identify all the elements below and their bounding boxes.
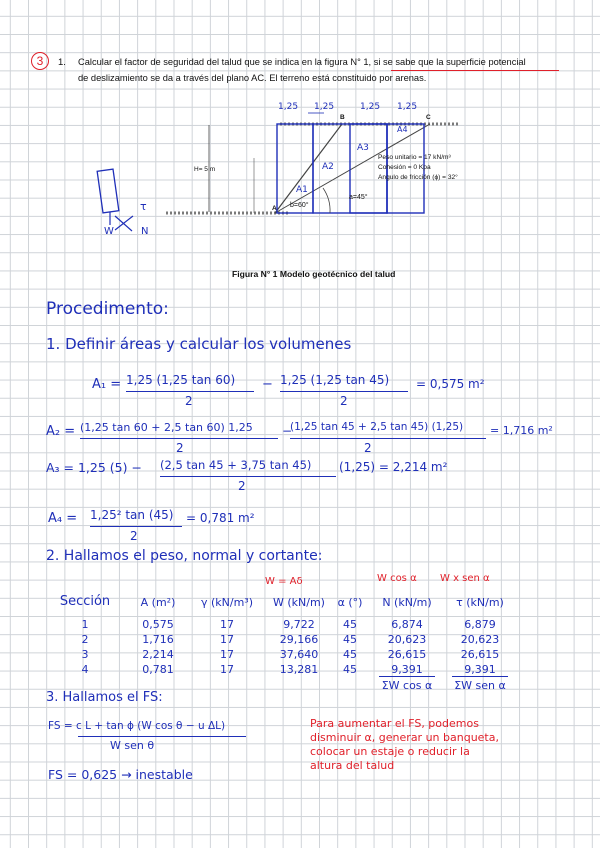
prop-friction: Angulo de fricción (ϕ) = 32° [378, 174, 458, 181]
header-normal: N (kN/m) [382, 596, 432, 609]
fs-denominator: W sen θ [110, 739, 155, 752]
row-1-shear: 6,879 [464, 618, 496, 631]
row-1-seccion: 1 [81, 618, 89, 631]
row-3-seccion: 3 [81, 648, 89, 661]
note-line-3: colocar un estaje o reducir la [310, 745, 470, 758]
a1-result: = 0,575 m² [416, 377, 485, 391]
area-4: A4 [397, 125, 408, 134]
row-2-seccion: 2 [81, 633, 89, 646]
height-label: H= 5 m [194, 166, 216, 173]
a3-num: (2,5 tan 45 + 3,75 tan 45) [160, 458, 312, 472]
a2-bar-1 [80, 438, 278, 439]
note-line-2: disminuir α, generar un banqueta, [310, 731, 499, 744]
a1-minus: − [262, 377, 273, 392]
header-gamma: γ (kN/m³) [200, 596, 254, 609]
prop-cohesion: Cohesión = 0 Kpa [378, 164, 431, 171]
width-2: 1,25 [314, 102, 335, 112]
sum-normal: ΣW cos α [381, 679, 433, 692]
area-1: A1 [296, 185, 308, 195]
row-3-normal: 26,615 [387, 648, 427, 661]
note-line-4: altura del talud [310, 759, 395, 772]
problem-item: 1. [58, 57, 66, 68]
a1-lhs: A₁ = [92, 377, 122, 392]
header-area: A (m²) [140, 596, 176, 609]
row-1-normal: 6,874 [391, 618, 423, 631]
problem-line-1: Calcular el factor de seguridad del talud que se indica en la figura N° 1, si se sabe que la superficie potencial [78, 57, 526, 67]
row-4-normal: 9,391 [391, 663, 423, 676]
a2-result: = 1,716 m² [490, 424, 553, 437]
block-sketch [97, 169, 119, 213]
a2-den-2: 2 [364, 441, 372, 455]
step-3: 3. Hallamos el FS: [46, 690, 163, 705]
row-1-area: 0,575 [142, 618, 174, 631]
width-1: 1,25 [278, 102, 299, 112]
row-2-area: 1,716 [142, 633, 174, 646]
angle-b: b=60° [290, 202, 309, 209]
row-4-shear: 9,391 [464, 663, 496, 676]
underline [391, 70, 559, 71]
point-c: C [426, 114, 431, 121]
fs-result: FS = 0,625 → inestable [48, 767, 193, 782]
row-1-gamma: 17 [220, 618, 234, 631]
row-2-shear: 20,623 [460, 633, 500, 646]
a4-bar [90, 526, 182, 527]
row-2-weight: 29,166 [279, 633, 319, 646]
step-2: 2. Hallamos el peso, normal y cortante: [46, 548, 323, 564]
slice-1 [277, 124, 313, 213]
a2-minus: − [282, 424, 293, 438]
a1-num-2: 1,25 (1,25 tan 45) [280, 373, 390, 387]
angle-a: a=45° [349, 194, 368, 201]
a1-den-2: 2 [340, 394, 348, 408]
a1-num-1: 1,25 (1,25 tan 60) [126, 373, 236, 387]
sum-t-bar [452, 676, 508, 677]
area-2: A2 [322, 162, 334, 172]
width-3: 1,25 [360, 102, 381, 112]
a2-den-1: 2 [176, 441, 184, 455]
figure-caption: Figura N° 1 Modelo geotécnico del talud [232, 269, 396, 279]
header-weight: W (kN/m) [273, 596, 325, 609]
a1-den-1: 2 [185, 394, 193, 408]
a4-den: 2 [130, 529, 138, 543]
row-4-weight: 13,281 [279, 663, 319, 676]
note-n: W cos α [377, 573, 417, 584]
a2-lhs: A₂ = [46, 424, 76, 439]
step-1: 1. Definir áreas y calcular los volumenes [46, 335, 352, 353]
angle-arc [323, 188, 330, 213]
row-3-area: 2,214 [142, 648, 174, 661]
procedure-title: Procedimento: [46, 299, 169, 319]
prop-weight: Peso unitario = 17 kN/m³ [378, 154, 451, 161]
point-b: B [340, 114, 345, 121]
row-2-alpha: 45 [343, 633, 357, 646]
a1-bar-1 [126, 391, 254, 392]
sum-shear: ΣW sen α [454, 679, 506, 692]
header-alpha: α (°) [337, 596, 363, 609]
fs-bar [78, 736, 246, 737]
header-shear: τ (kN/m) [456, 596, 504, 609]
a3-expr: A₃ = 1,25 (5) − [46, 460, 142, 475]
header-seccion: Sección [59, 594, 111, 609]
a1-bar-2 [280, 391, 408, 392]
a2-num-2: (1,25 tan 45 + 2,5 tan 45) (1,25) [290, 421, 464, 433]
axis-n: N [141, 226, 149, 237]
sum-n-bar [379, 676, 435, 677]
axis-w: W [104, 226, 114, 237]
note-t: W x sen α [440, 573, 490, 584]
a4-lhs: A₄ = [48, 511, 78, 526]
a3-den: 2 [238, 479, 246, 493]
fs-numerator: FS = c L + tan ϕ (W cos θ − u ΔL) [48, 720, 226, 732]
row-3-gamma: 17 [220, 648, 234, 661]
row-2-normal: 20,623 [387, 633, 427, 646]
note-w: W = Aδ [265, 576, 303, 587]
a3-bar [160, 476, 336, 477]
a3-tail: (1,25) = 2,214 m² [339, 460, 448, 474]
row-3-alpha: 45 [343, 648, 357, 661]
a4-num: 1,25² tan (45) [90, 508, 174, 522]
point-a: A [272, 205, 277, 212]
axis-t: τ [140, 200, 147, 213]
row-4-seccion: 4 [81, 663, 89, 676]
row-3-weight: 37,640 [279, 648, 319, 661]
row-4-alpha: 45 [343, 663, 357, 676]
width-4: 1,25 [397, 102, 418, 112]
area-3: A3 [357, 143, 369, 153]
note-line-1: Para aumentar el FS, podemos [310, 717, 479, 730]
row-1-weight: 9,722 [283, 618, 315, 631]
problem-line-2: de deslizamiento se da a través del plano AC. El terreno está constituido por arenas. [78, 73, 427, 83]
row-2-gamma: 17 [220, 633, 234, 646]
a4-result: = 0,781 m² [186, 511, 255, 525]
row-4-area: 0,781 [142, 663, 174, 676]
row-4-gamma: 17 [220, 663, 234, 676]
row-1-alpha: 45 [343, 618, 357, 631]
a2-bar-2 [290, 438, 486, 439]
problem-number: 3 [31, 52, 49, 70]
row-3-shear: 26,615 [460, 648, 500, 661]
a2-num-1: (1,25 tan 60 + 2,5 tan 60) 1,25 [80, 421, 253, 434]
